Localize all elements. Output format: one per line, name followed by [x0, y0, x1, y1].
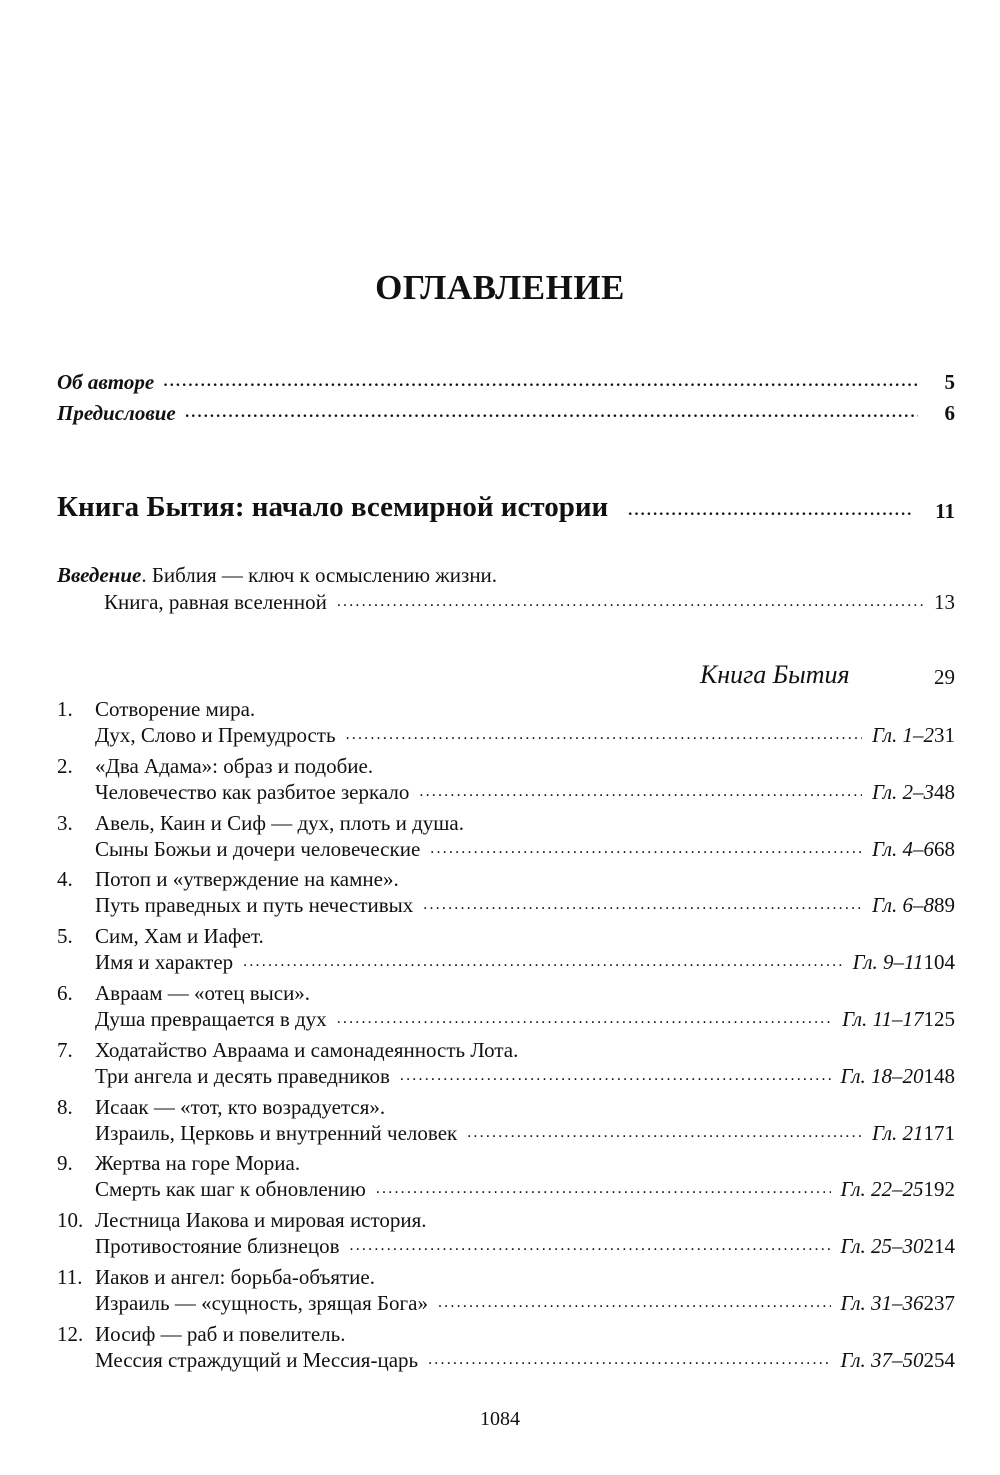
- toc-entry-about-author: [57, 365, 955, 395]
- toc-part-heading: [57, 488, 955, 524]
- intro-page: 13: [934, 590, 955, 614]
- chapter-ref: Гл. 21: [872, 1120, 924, 1145]
- chapter-number: 1.: [57, 697, 73, 721]
- chapter-title: Сотворение мира.: [95, 697, 256, 721]
- chapter-number: 12.: [57, 1321, 84, 1346]
- chapter-title: Ходатайство Авраама и самонадеянность Лота.: [95, 1037, 519, 1062]
- dot-leader: [467, 1125, 862, 1146]
- entry-page: 6: [944, 401, 955, 425]
- chapter-number: 8.: [57, 1094, 73, 1119]
- toc-entry-intro: [104, 585, 955, 615]
- chapter-subtitle: Сыны Божьи и дочери человеческие: [95, 836, 421, 861]
- chapter-entry: [95, 1116, 955, 1146]
- dot-leader: [419, 784, 862, 805]
- chapter-subtitle: Душа превращается в дух: [95, 1007, 327, 1031]
- chapter-title: Иосиф — раб и повелитель.: [95, 1321, 346, 1346]
- chapter-page: 68: [934, 836, 955, 861]
- chapter-ref: Гл. 6–8: [872, 893, 934, 918]
- chapter-page: 192: [923, 1177, 955, 1202]
- chapter-entry: [95, 888, 955, 918]
- dot-leader: [628, 503, 911, 524]
- chapter-page: 31: [934, 723, 955, 747]
- chapter-page: 171: [923, 1120, 955, 1145]
- dot-leader: [350, 1238, 831, 1259]
- chapter-ref: Гл. 9–11: [852, 950, 924, 975]
- chapter-number: 11.: [57, 1265, 83, 1289]
- chapter-subtitle: Имя и характер: [95, 950, 234, 975]
- chapter-number: 5.: [57, 924, 73, 949]
- chapter-number: 10.: [57, 1208, 84, 1233]
- chapter-ref: Гл. 22–25: [840, 1177, 924, 1202]
- chapter-ref: Гл. 18–20: [840, 1063, 924, 1088]
- chapter-number: 7.: [57, 1037, 73, 1062]
- section-label: Книга Бытия: [700, 660, 850, 689]
- entry-label: Об авторе: [57, 370, 155, 394]
- chapter-subtitle: Смерть как шаг к обновлению: [95, 1177, 366, 1202]
- chapter-ref: Гл. 4–6: [872, 836, 934, 861]
- entry-page: 5: [944, 370, 955, 394]
- dot-leader: [400, 1068, 831, 1089]
- chapter-ref: Гл. 2–3: [872, 779, 934, 804]
- entry-label: Предисловие: [57, 401, 176, 425]
- chapter-page: 254: [923, 1347, 955, 1372]
- chapter-number: 6.: [57, 981, 73, 1005]
- chapter-subtitle: Израиль — «сущность, зрящая Бога»: [95, 1291, 428, 1315]
- chapter-entry: [95, 1343, 955, 1373]
- chapter-entry: [95, 832, 955, 862]
- part-page: 11: [935, 499, 955, 523]
- chapter-title: Авель, Каин и Сиф — дух, плоть и душа.: [95, 810, 464, 835]
- chapter-page: 237: [923, 1291, 955, 1315]
- dot-leader: [346, 727, 862, 748]
- chapter-title: «Два Адама»: образ и подобие.: [95, 753, 374, 778]
- chapter-ref: Гл. 31–36: [840, 1291, 924, 1315]
- chapter-title: Жертва на горе Мориа.: [95, 1151, 301, 1176]
- dot-leader: [164, 374, 918, 395]
- chapter-title: Иаков и ангел: борьба-объятие.: [95, 1265, 375, 1289]
- chapter-page: 125: [923, 1007, 955, 1031]
- page-title: ОГЛАВЛЕНИЕ: [375, 268, 625, 307]
- chapter-title: Авраам — «отец выси».: [95, 981, 311, 1005]
- chapter-page: 148: [923, 1063, 955, 1088]
- chapter-number: 3.: [57, 810, 73, 835]
- chapter-title: Потоп и «утверждение на камне».: [95, 867, 399, 892]
- dot-leader: [376, 1181, 831, 1202]
- chapter-page: 104: [923, 950, 955, 975]
- intro-label: Введение: [57, 563, 142, 587]
- dot-leader: [337, 1011, 832, 1032]
- chapter-subtitle: Три ангела и десять праведников: [95, 1063, 390, 1088]
- chapter-number: 2.: [57, 753, 73, 778]
- chapter-subtitle: Человечество как разбитое зеркало: [95, 779, 410, 804]
- toc-entry-preface: [57, 396, 955, 426]
- part-label: Книга Бытия: начало всемирной истории: [57, 491, 609, 523]
- chapter-entry: [95, 1002, 955, 1032]
- chapter-number: 9.: [57, 1151, 73, 1176]
- dot-leader: [186, 405, 919, 426]
- chapter-subtitle: Путь праведных и путь нечестивых: [95, 893, 414, 918]
- chapter-ref: Гл. 37–50: [840, 1347, 924, 1372]
- toc-section-heading: [700, 656, 955, 690]
- dot-leader: [438, 1295, 831, 1316]
- chapter-title: Сим, Хам и Иафет.: [95, 924, 264, 949]
- chapter-subtitle: Противостояние близнецов: [95, 1234, 340, 1259]
- chapter-entry: [95, 1286, 955, 1316]
- intro-subtitle: Книга, равная вселенной: [104, 590, 327, 614]
- chapter-subtitle: Израиль, Церковь и внутренний человек: [95, 1120, 458, 1145]
- chapter-entry: [95, 775, 955, 805]
- chapter-page: 48: [934, 779, 955, 804]
- section-page: 29: [934, 665, 955, 689]
- intro-title: . Библия — ключ к осмыслению жизни.: [141, 563, 498, 587]
- chapter-entry: [95, 1172, 955, 1202]
- chapter-ref: Гл. 11–17: [842, 1007, 924, 1031]
- chapter-page: 89: [934, 893, 955, 918]
- chapter-title: Лестница Иакова и мировая история.: [95, 1208, 427, 1233]
- chapter-entry: [95, 945, 955, 975]
- dot-leader: [243, 954, 842, 975]
- dot-leader: [423, 897, 862, 918]
- chapter-entry: [95, 1229, 955, 1259]
- chapter-entry: [95, 718, 955, 748]
- chapter-ref: Гл. 1–2: [872, 723, 934, 747]
- dot-leader: [428, 1352, 830, 1373]
- chapter-title: Исаак — «тот, кто возрадуется».: [95, 1094, 386, 1119]
- dot-leader: [337, 594, 924, 615]
- page-number: 1084: [480, 1408, 520, 1430]
- chapter-page: 214: [923, 1234, 955, 1259]
- dot-leader: [430, 841, 862, 862]
- chapter-number: 4.: [57, 867, 73, 892]
- chapter-ref: Гл. 25–30: [840, 1234, 924, 1259]
- chapter-entry: [95, 1059, 955, 1089]
- chapter-subtitle: Дух, Слово и Премудрость: [95, 723, 336, 747]
- chapter-subtitle: Мессия страждущий и Мессия-царь: [95, 1347, 419, 1372]
